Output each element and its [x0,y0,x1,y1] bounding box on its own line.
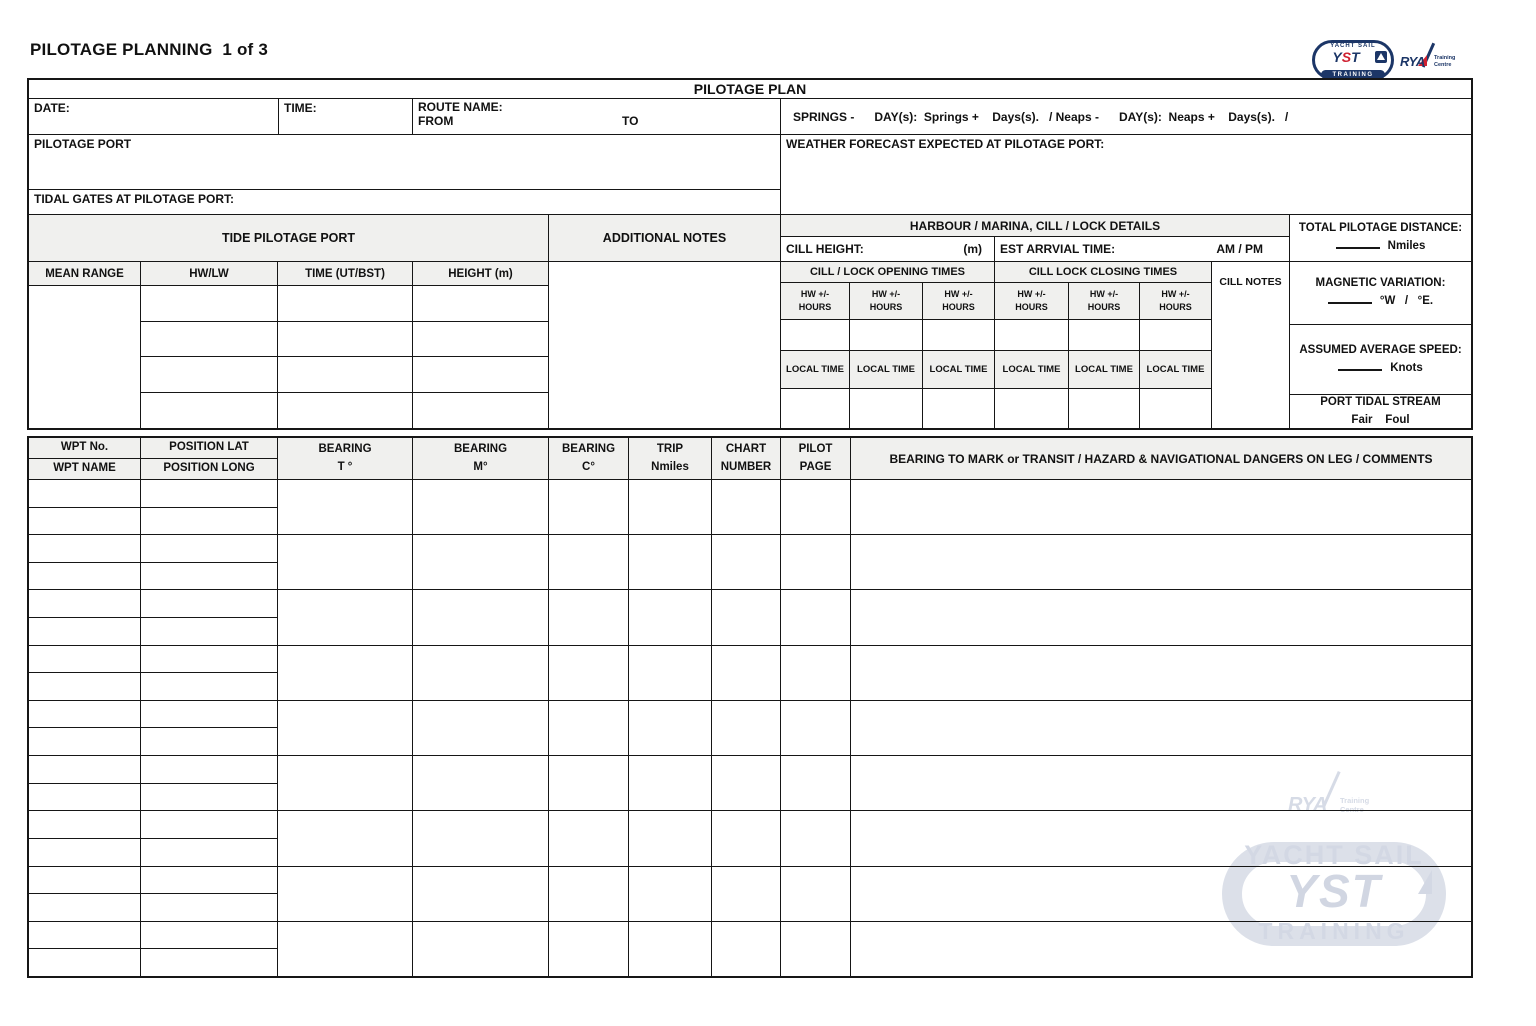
yst-logo-banner: TRAINING [1321,70,1385,79]
tide-cell[interactable] [413,286,549,322]
tide-cell[interactable] [141,286,278,322]
weather-forecast-field[interactable] [781,135,1471,215]
leg-cell[interactable] [629,756,711,811]
blank-line [1328,301,1372,304]
magnetic-variation-field[interactable] [1290,262,1471,325]
waypoint-table-body [29,438,1471,976]
rya-caption-line2: Centre [1434,61,1452,68]
hours-label: HOURS [942,302,975,312]
time-column-header: TIME (UT/BST) [278,262,413,286]
leg-cell[interactable] [629,646,711,701]
leg-cell[interactable] [549,535,628,590]
hw-hours-header [923,283,995,320]
waypoint-cell[interactable] [29,894,140,922]
leg-cell[interactable] [413,535,548,590]
cill-time-cell[interactable] [1069,320,1140,351]
cill-time-cell[interactable] [995,320,1069,351]
leg-cell[interactable] [781,535,850,590]
tide-cell[interactable] [278,286,413,322]
cill-time-cell[interactable] [1140,389,1212,428]
leg-cell[interactable] [413,480,548,535]
springs-neaps-text: SPRINGS - DAY(s): Springs + Days(s). / Neaps - DAY(s): Neaps + Days(s). / [793,109,1289,124]
local-time-header: LOCAL TIME [781,351,850,389]
leg-cell[interactable] [278,701,412,756]
leg-cell[interactable] [278,811,412,866]
leg-cell[interactable] [413,701,548,756]
average-speed-value [1338,360,1423,378]
time-label: TIME: [284,101,317,115]
waypoint-cell[interactable] [141,701,277,729]
cill-time-cell[interactable] [850,320,923,351]
leg-cell[interactable] [278,922,412,976]
leg-cell[interactable] [851,701,1471,756]
total-distance-value [1336,238,1426,256]
weather-forecast-label: WEATHER FORECAST EXPECTED AT PILOTAGE PORT: [786,137,1105,151]
yst-letter-t: T [1351,49,1360,65]
hw-label: HW +/- [1161,288,1190,299]
magnetic-variation-value [1328,293,1433,311]
leg-cell[interactable] [851,480,1471,535]
waypoint-cell[interactable] [29,701,140,729]
local-time-header: LOCAL TIME [1069,351,1140,389]
total-distance-label: TOTAL PILOTAGE DISTANCE: [1298,222,1463,235]
comments-column-header: BEARING TO MARK or TRANSIT / HAZARD & NAVIGATIONAL DANGERS ON LEG / COMMENTS [851,438,1471,480]
time-field[interactable] [279,99,413,135]
tide-cell[interactable] [141,393,278,429]
magnetic-variation-label: MAGNETIC VARIATION: [1315,277,1446,290]
waypoint-cell[interactable] [29,867,140,895]
leg-cell[interactable] [851,756,1471,811]
chart-number-label: NUMBER [720,460,772,473]
leg-cell[interactable] [781,646,850,701]
leg-cell[interactable] [781,701,850,756]
harbour-details-header: HARBOUR / MARINA, CILL / LOCK DETAILS [781,215,1290,237]
waypoint-cell[interactable] [141,922,277,950]
leg-cell[interactable] [549,646,628,701]
page-label: PAGE [799,460,832,473]
pilotage-plan-section [27,78,1473,430]
bearing-magnetic-unit: M° [473,460,488,473]
fair-foul-options[interactable]: Fair Foul [1351,413,1410,426]
hw-label: HW +/- [944,288,973,299]
waypoint-cell[interactable] [29,646,140,674]
bearing-label: BEARING [318,443,372,456]
sailboat-icon [1375,51,1387,63]
additional-notes-header: ADDITIONAL NOTES [549,215,781,262]
leg-cell[interactable] [851,590,1471,645]
leg-cell[interactable] [549,590,628,645]
hw-hours-header [1140,283,1212,320]
waypoint-cell[interactable] [29,949,140,976]
leg-cell[interactable] [549,922,628,976]
distance-unit: Nmiles [1387,240,1426,252]
waypoint-cell[interactable] [141,867,277,895]
mean-range-cell[interactable] [29,286,141,428]
waypoint-cell[interactable] [141,563,277,591]
leg-cell[interactable] [278,756,412,811]
bearing-true-unit: T ° [337,460,353,473]
bearing-label: BEARING [453,443,508,456]
leg-cell[interactable] [278,535,412,590]
waypoint-cell[interactable] [141,590,277,618]
wpt-name-header: WPT NAME [53,462,116,475]
cill-time-cell[interactable] [1069,389,1140,428]
leg-cell[interactable] [629,867,711,922]
leg-cell[interactable] [413,590,548,645]
est-arrival-time-field[interactable] [995,237,1290,262]
hours-label: HOURS [1159,302,1192,312]
leg-cell[interactable] [781,922,850,976]
cill-time-cell[interactable] [781,389,850,428]
leg-cell[interactable] [629,535,711,590]
date-field[interactable] [29,99,279,135]
hw-hours-header [1069,283,1140,320]
total-distance-field[interactable] [1290,215,1471,262]
rya-caption-line1: Training [1434,55,1456,61]
waypoint-cell[interactable] [141,811,277,839]
wpt-no-header: WPT No. [29,438,140,459]
waypoint-cell[interactable] [29,563,140,591]
leg-cell[interactable] [549,867,628,922]
waypoint-table-column [413,480,549,976]
waypoint-table-column [629,480,712,976]
hw-lw-column-header: HW/LW [141,262,278,286]
leg-cell[interactable] [629,922,711,976]
waypoint-cell[interactable] [29,480,140,508]
rya-logo-text: RYA [1400,54,1425,69]
waypoint-table-column [29,480,141,976]
leg-cell[interactable] [712,480,780,535]
waypoint-cell[interactable] [141,784,277,812]
leg-cell[interactable] [712,590,780,645]
tide-cell[interactable] [141,322,278,358]
hours-label: HOURS [1087,302,1121,312]
cill-time-cell[interactable] [995,389,1069,428]
waypoint-table-column [712,480,781,976]
yacht-sail-training-logo [1312,40,1394,80]
tide-table-header: TIDE PILOTAGE PORT [29,215,549,262]
position-long-header: POSITION LONG [163,462,255,475]
leg-cell[interactable] [712,922,780,976]
waypoint-table-column [141,480,278,976]
average-speed-label: ASSUMED AVERAGE SPEED: [1299,343,1462,356]
cill-notes-field[interactable] [1212,262,1290,428]
route-name-label: ROUTE NAME: [418,100,503,114]
hours-label: HOURS [798,302,832,312]
bearing-label: BEARING [561,443,616,456]
position-lat-header: POSITION LAT [141,438,277,459]
waypoint-cell[interactable] [29,508,140,536]
yst-logo-arc-text: YACHT SAIL [1330,43,1376,49]
yst-letter-s: S [1341,49,1352,65]
additional-notes-body[interactable] [549,262,781,428]
leg-cell[interactable] [712,811,780,866]
height-column-header: HEIGHT (m) [413,262,549,286]
port-tidal-stream-field[interactable] [1290,395,1471,428]
yst-letter-y: Y [1332,49,1342,65]
leg-cell[interactable] [413,867,548,922]
tide-cell[interactable] [278,393,413,429]
trip-label: TRIP [656,443,684,456]
leg-cell[interactable] [629,701,711,756]
rya-logo-caption [1434,55,1455,68]
hw-label: HW +/- [1017,288,1046,299]
waypoint-cell[interactable] [141,949,277,976]
leg-cell[interactable] [851,535,1471,590]
leg-cell[interactable] [712,701,780,756]
est-arrival-label: EST ARRVIAL TIME: [1000,242,1116,256]
waypoint-cell[interactable] [141,673,277,701]
waypoint-cell[interactable] [141,508,277,536]
rya-training-centre-logo [1400,46,1470,80]
tide-cell[interactable] [278,322,413,358]
hw-hours-header [995,283,1069,320]
route-name-field[interactable] [413,99,781,135]
pilot-label: PILOT [798,443,833,456]
blank-line [1338,368,1382,371]
leg-cell[interactable] [851,646,1471,701]
tide-cell[interactable] [141,357,278,393]
bearing-compass-unit: C° [582,460,595,473]
cill-height-unit: (m) [963,242,982,256]
hw-label: HW +/- [1089,288,1119,299]
hw-label: HW +/- [800,288,830,299]
cill-time-cell[interactable] [1140,320,1212,351]
local-time-header: LOCAL TIME [850,351,923,389]
leg-cell[interactable] [629,811,711,866]
local-time-header: LOCAL TIME [923,351,995,389]
plan-title: PILOTAGE PLAN [29,80,1471,99]
leg-cell[interactable] [413,646,548,701]
waypoint-cell[interactable] [141,756,277,784]
waypoint-cell[interactable] [29,618,140,646]
pilotage-port-field[interactable] [29,135,781,190]
waypoint-table-column [851,480,1471,976]
yst-logo-initials [1312,50,1380,64]
leg-cell[interactable] [712,535,780,590]
waypoint-table-column [781,480,851,976]
waypoint-cell[interactable] [29,784,140,812]
local-time-header: LOCAL TIME [995,351,1069,389]
hw-hours-header [781,283,850,320]
hw-label: HW +/- [871,288,901,299]
leg-cell[interactable] [851,867,1471,922]
waypoint-cell[interactable] [29,756,140,784]
rya-watermark-caption-line1: Training [1340,796,1370,805]
leg-cell[interactable] [413,811,548,866]
leg-cell[interactable] [712,867,780,922]
route-to-label: TO [622,114,639,128]
tide-cell[interactable] [413,322,549,358]
leg-cell[interactable] [712,756,780,811]
leg-cell[interactable] [549,480,628,535]
leg-cell[interactable] [278,646,412,701]
waypoint-cell[interactable] [141,728,277,756]
waypoint-cell[interactable] [29,922,140,950]
waypoint-cell[interactable] [141,535,277,563]
leg-cell[interactable] [549,701,628,756]
tidal-gates-field[interactable] [29,190,781,215]
waypoint-cell[interactable] [141,646,277,674]
date-label: DATE: [34,101,70,115]
waypoint-cell[interactable] [29,728,140,756]
waypoint-cell[interactable] [141,618,277,646]
leg-cell[interactable] [781,867,850,922]
local-time-header: LOCAL TIME [1140,351,1212,389]
yst-watermark-line1: YACHT SAIL [1244,840,1424,870]
pilotage-port-label: PILOTAGE PORT [34,137,132,151]
chart-label: CHART [725,443,767,456]
leg-cell[interactable] [413,922,548,976]
tide-cell[interactable] [413,357,549,393]
waypoint-cell[interactable] [29,535,140,563]
hours-label: HOURS [1015,302,1048,312]
waypoint-cell[interactable] [29,839,140,867]
tidal-gates-label: TIDAL GATES AT PILOTAGE PORT: [34,192,234,206]
blank-line [1336,246,1380,249]
cill-time-cell[interactable] [781,320,850,351]
waypoint-cell[interactable] [29,590,140,618]
springs-neaps-field[interactable] [781,99,1471,135]
leg-cell[interactable] [781,480,850,535]
leg-cell[interactable] [278,480,412,535]
yst-watermark-line3: TRAINING [1258,918,1410,944]
mean-range-column-header: MEAN RANGE [29,262,141,286]
average-speed-field[interactable] [1290,325,1471,395]
variation-unit: °W / °E. [1379,295,1434,307]
cill-time-cell[interactable] [850,389,923,428]
port-tidal-stream-label: PORT TIDAL STREAM [1320,396,1441,409]
cill-time-cell[interactable] [923,389,995,428]
cill-opening-times-header: CILL / LOCK OPENING TIMES [781,262,995,283]
leg-cell[interactable] [629,590,711,645]
rya-watermark-text: RYA [1288,794,1327,816]
waypoint-cell[interactable] [141,894,277,922]
yst-watermark-line2: YST [1286,865,1382,917]
hours-label: HOURS [869,302,903,312]
leg-cell[interactable] [781,756,850,811]
leg-cell[interactable] [549,756,628,811]
leg-cell[interactable] [629,480,711,535]
cill-time-cell[interactable] [923,320,995,351]
cill-closing-times-header: CILL LOCK CLOSING TIMES [995,262,1212,283]
am-pm-value: AM / PM [1216,242,1263,256]
leg-cell[interactable] [781,590,850,645]
cill-notes-label: CILL NOTES [1219,276,1282,288]
waypoint-table-column [278,480,413,976]
trip-unit: Nmiles [651,460,689,473]
hw-hours-header [850,283,923,320]
leg-cell[interactable] [781,811,850,866]
leg-cell[interactable] [413,756,548,811]
leg-cell[interactable] [712,646,780,701]
leg-cell[interactable] [851,811,1471,866]
cill-height-label: CILL HEIGHT: [786,242,864,256]
speed-unit: Knots [1390,361,1423,374]
leg-cell[interactable] [851,922,1471,976]
leg-cell[interactable] [549,811,628,866]
waypoint-cell[interactable] [141,839,277,867]
waypoint-cell[interactable] [29,811,140,839]
waypoint-cell[interactable] [141,480,277,508]
leg-cell[interactable] [278,590,412,645]
leg-cell[interactable] [278,867,412,922]
waypoint-table-column [549,480,629,976]
rya-watermark-caption-line2: Centre [1340,805,1364,814]
tide-cell[interactable] [413,393,549,429]
waypoint-cell[interactable] [29,673,140,701]
route-from-label: FROM [418,114,454,128]
cill-height-field[interactable] [781,237,995,262]
waypoint-table [27,436,1473,978]
page-title: PILOTAGE PLANNING 1 of 3 [30,40,268,59]
tide-cell[interactable] [278,357,413,393]
